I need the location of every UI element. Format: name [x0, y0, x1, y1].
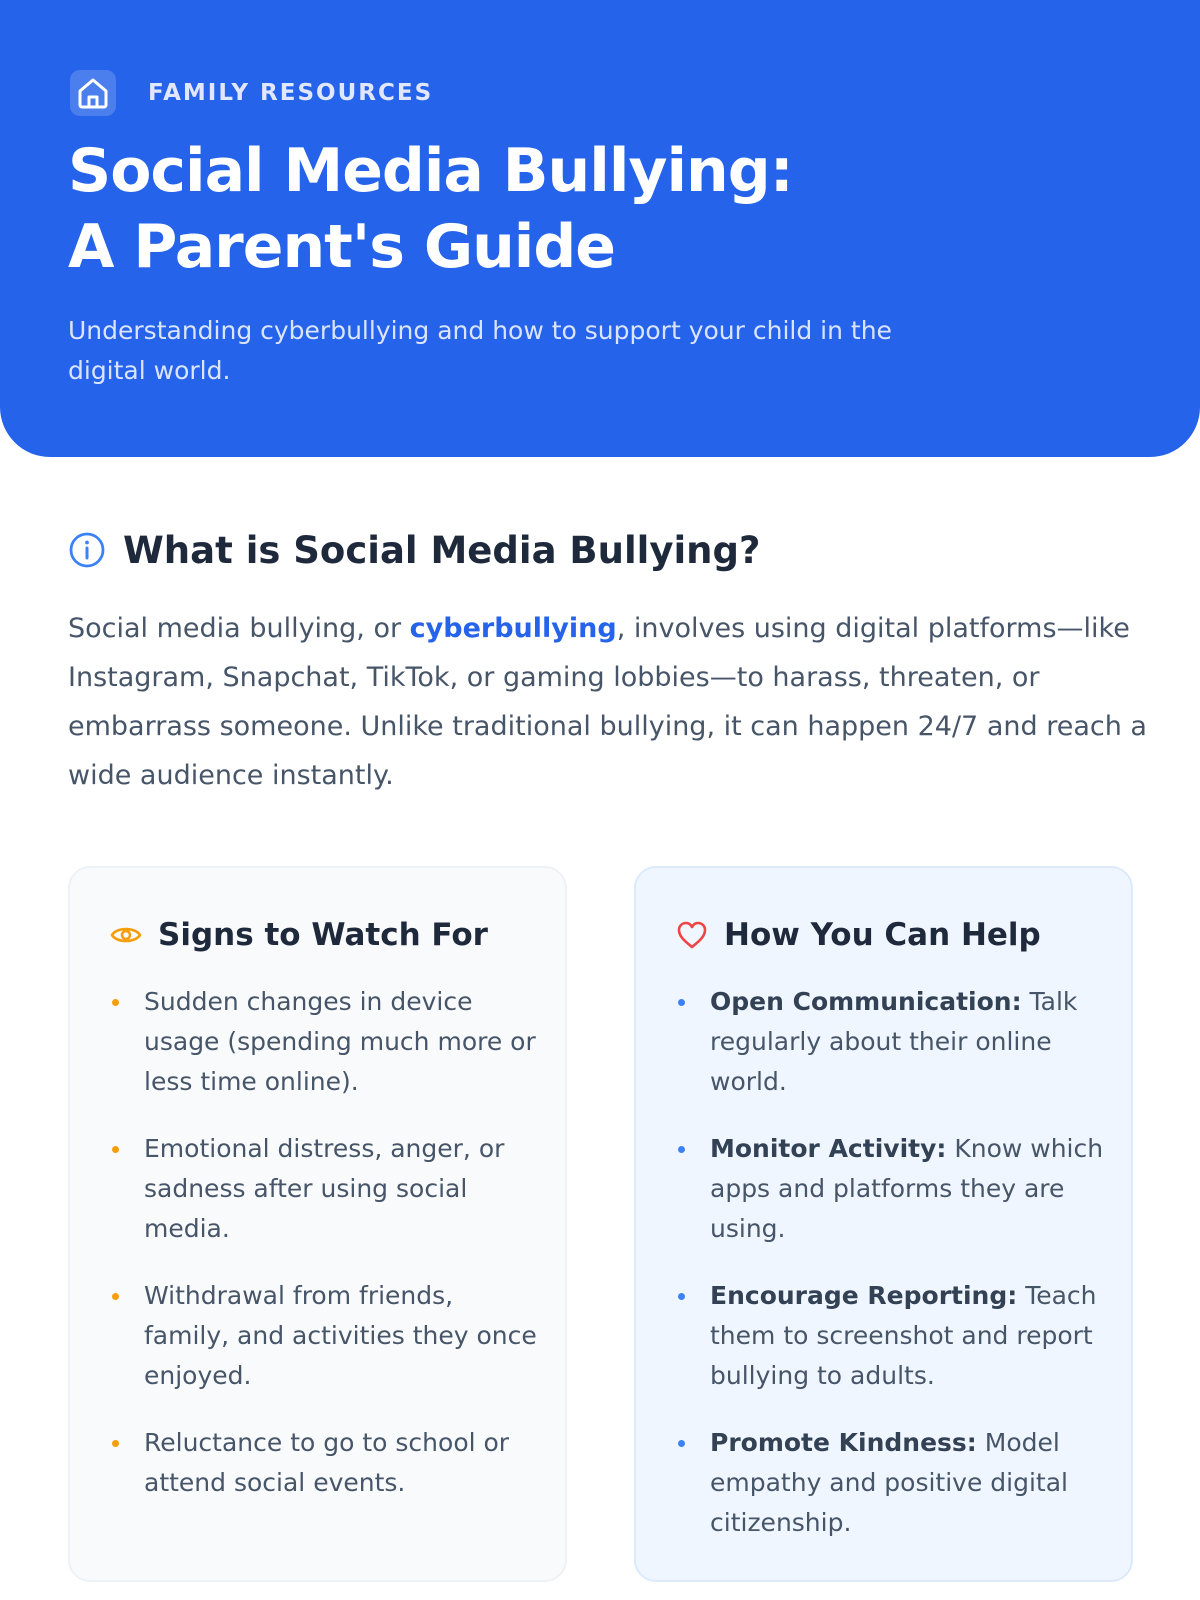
- heart-icon: [676, 919, 708, 951]
- bullet-dot: [112, 1440, 119, 1447]
- list-item-label: Encourage Reporting:: [710, 1281, 1018, 1310]
- bullet-dot: [678, 1440, 685, 1447]
- list-item: [110, 1276, 540, 1396]
- list-item: [110, 1129, 540, 1249]
- eye-icon: [110, 919, 142, 951]
- help-title: How You Can Help: [724, 917, 1041, 953]
- list-item-text: Emotional distress, anger, or sadness after using social media.: [144, 1134, 505, 1243]
- list-item-text: Teach them to screenshot and report bullying to adults.: [710, 1281, 1097, 1390]
- intro-text-start: Social media bullying, or: [68, 613, 410, 644]
- list-item: [676, 1276, 1106, 1396]
- signs-heading-row: [110, 910, 488, 960]
- info-icon: [68, 531, 106, 569]
- intro-heading-row: [68, 525, 760, 575]
- list-item: [676, 1129, 1106, 1249]
- list-item: [110, 1423, 540, 1503]
- list-item-label: Monitor Activity:: [710, 1134, 947, 1163]
- help-heading-row: [676, 910, 1041, 960]
- list-item-text: Know which apps and platforms they are using.: [710, 1134, 1104, 1243]
- intro-paragraph: [68, 604, 1148, 800]
- page-title-line-2: A Parent's Guide: [68, 212, 615, 282]
- list-item-label: Promote Kindness:: [710, 1428, 977, 1457]
- intro-text-end: , involves using digital platforms—like Instagram, Snapchat, TikTok, or gaming lobbies—to harass, threaten, or embarrass someone. Unlike traditional bullying, it can happen 24/7 and reach a wide audience instantly.: [68, 613, 1147, 791]
- signs-list: [110, 982, 540, 1530]
- eyebrow: [68, 68, 433, 118]
- page-title-line-1: Social Media Bullying:: [68, 136, 793, 206]
- list-item-text: Withdrawal from friends, family, and activities they once enjoyed.: [144, 1281, 537, 1390]
- eyebrow-label: FAMILY RESOURCES: [148, 80, 434, 106]
- signs-title: Signs to Watch For: [158, 917, 488, 953]
- bullet-dot: [678, 1146, 685, 1153]
- page-title: [68, 133, 1068, 285]
- list-item-text: Reluctance to go to school or attend social events.: [144, 1428, 510, 1497]
- list-item: [676, 982, 1106, 1102]
- signs-card: [68, 866, 567, 1582]
- list-item-text: Model empathy and positive digital citizenship.: [710, 1428, 1068, 1537]
- help-list: [676, 982, 1106, 1570]
- list-item: [110, 982, 540, 1102]
- bullet-dot: [678, 999, 685, 1006]
- home-icon: [68, 68, 118, 118]
- bullet-dot: [112, 999, 119, 1006]
- intro-heading: What is Social Media Bullying?: [123, 528, 761, 572]
- list-item-text: Sudden changes in device usage (spending much more or less time online).: [144, 987, 536, 1096]
- help-card: [634, 866, 1133, 1582]
- bullet-dot: [112, 1146, 119, 1153]
- cyberbullying-link[interactable]: cyberbullying: [409, 613, 617, 644]
- bullet-dot: [112, 1293, 119, 1300]
- list-item-text: Talk regularly about their online world.: [710, 987, 1078, 1096]
- list-item-label: Open Communication:: [710, 987, 1022, 1016]
- hero-banner: [0, 0, 1200, 457]
- bullet-dot: [678, 1293, 685, 1300]
- page-subtitle: Understanding cyberbullying and how to support your child in the digital world.: [68, 316, 892, 385]
- list-item: [676, 1423, 1106, 1543]
